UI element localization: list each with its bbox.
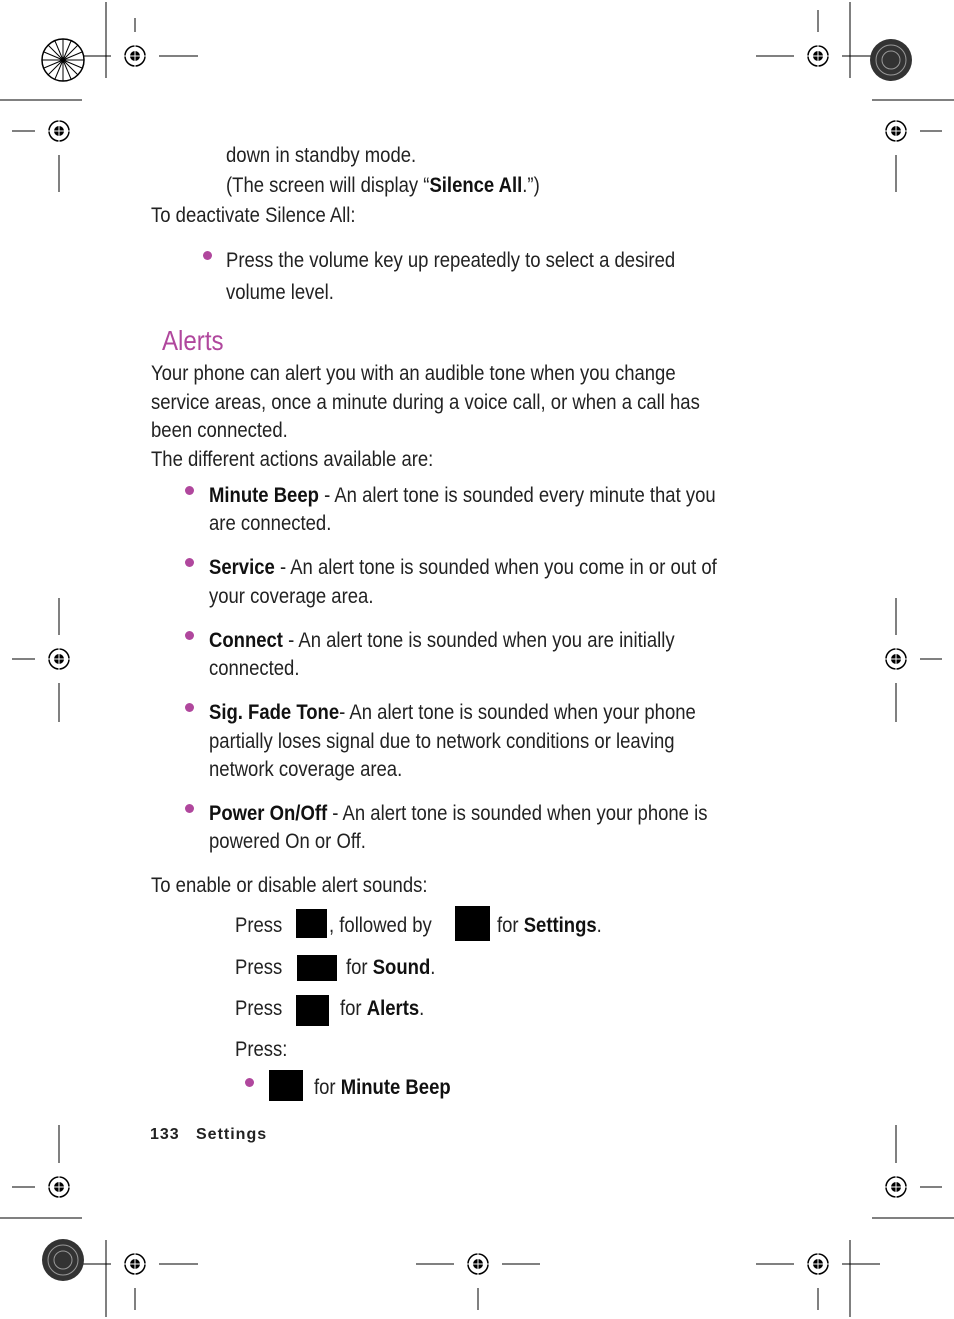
number-key-icon [269,1070,303,1101]
bullet-icon [185,804,194,813]
intro-line-1: down in standby mode. [226,143,417,167]
option-power-on-off: Power On/Off - An alert tone is sounded when your phone is [209,801,708,825]
option-connect: Connect - An alert tone is sounded when you are initially [209,628,675,652]
deactivate-bullet-line-2: volume level. [226,280,334,304]
step-2-for: for Sound. [346,955,436,979]
para-line: been connected. [151,418,288,442]
option-sig-fade-tone: Sig. Fade Tone- An alert tone is sounded when your phone [209,700,696,724]
option-line: are connected. [209,511,332,535]
para-line: The different actions available are: [151,447,434,471]
option-line: your coverage area. [209,584,374,608]
steps-intro: To enable or disable alert sounds: [151,873,428,897]
step-3-press: Press [235,996,283,1020]
option-service: Service - An alert tone is sounded when you come in or out of [209,555,717,579]
deactivate-bullet-line-1: Press the volume key up repeatedly to select a desired [226,248,676,272]
section-heading: Alerts [162,325,224,356]
silence-all-label: Silence All [429,173,523,197]
intro-line-2: (The screen will display “Silence All.”) [226,173,540,197]
step-4-for: for Minute Beep [314,1075,451,1099]
bullet-icon [245,1078,254,1087]
step-1-for: for Settings. [497,913,602,937]
menu-key-icon [296,909,327,938]
para-line: service areas, once a minute during a voice call, or when a call has [151,390,700,414]
step-1-followed-by: , followed by [329,913,432,937]
step-3-for: for Alerts. [340,996,425,1020]
page-number: 133 [150,1126,180,1143]
number-key-icon [296,995,329,1026]
option-minute-beep: Minute Beep - An alert tone is sounded every minute that you [209,483,716,507]
footer-section-name: Settings [196,1126,268,1143]
bullet-icon [185,558,194,567]
option-line: partially loses signal due to network conditions or leaving [209,729,675,753]
option-line: network coverage area. [209,757,403,781]
number-key-icon [297,955,337,981]
bullet-icon [185,703,194,712]
bullet-icon [185,486,194,495]
deactivate-label: To deactivate Silence All: [151,203,356,227]
step-2-press: Press [235,955,283,979]
option-line: connected. [209,656,300,680]
step-4-press: Press: [235,1037,288,1061]
para-line: Your phone can alert you with an audible tone when you change [151,361,676,385]
bullet-icon [203,251,212,260]
bullet-icon [185,631,194,640]
step-1-press: Press [235,913,283,937]
number-key-icon [455,906,490,941]
option-line: powered On or Off. [209,829,366,853]
